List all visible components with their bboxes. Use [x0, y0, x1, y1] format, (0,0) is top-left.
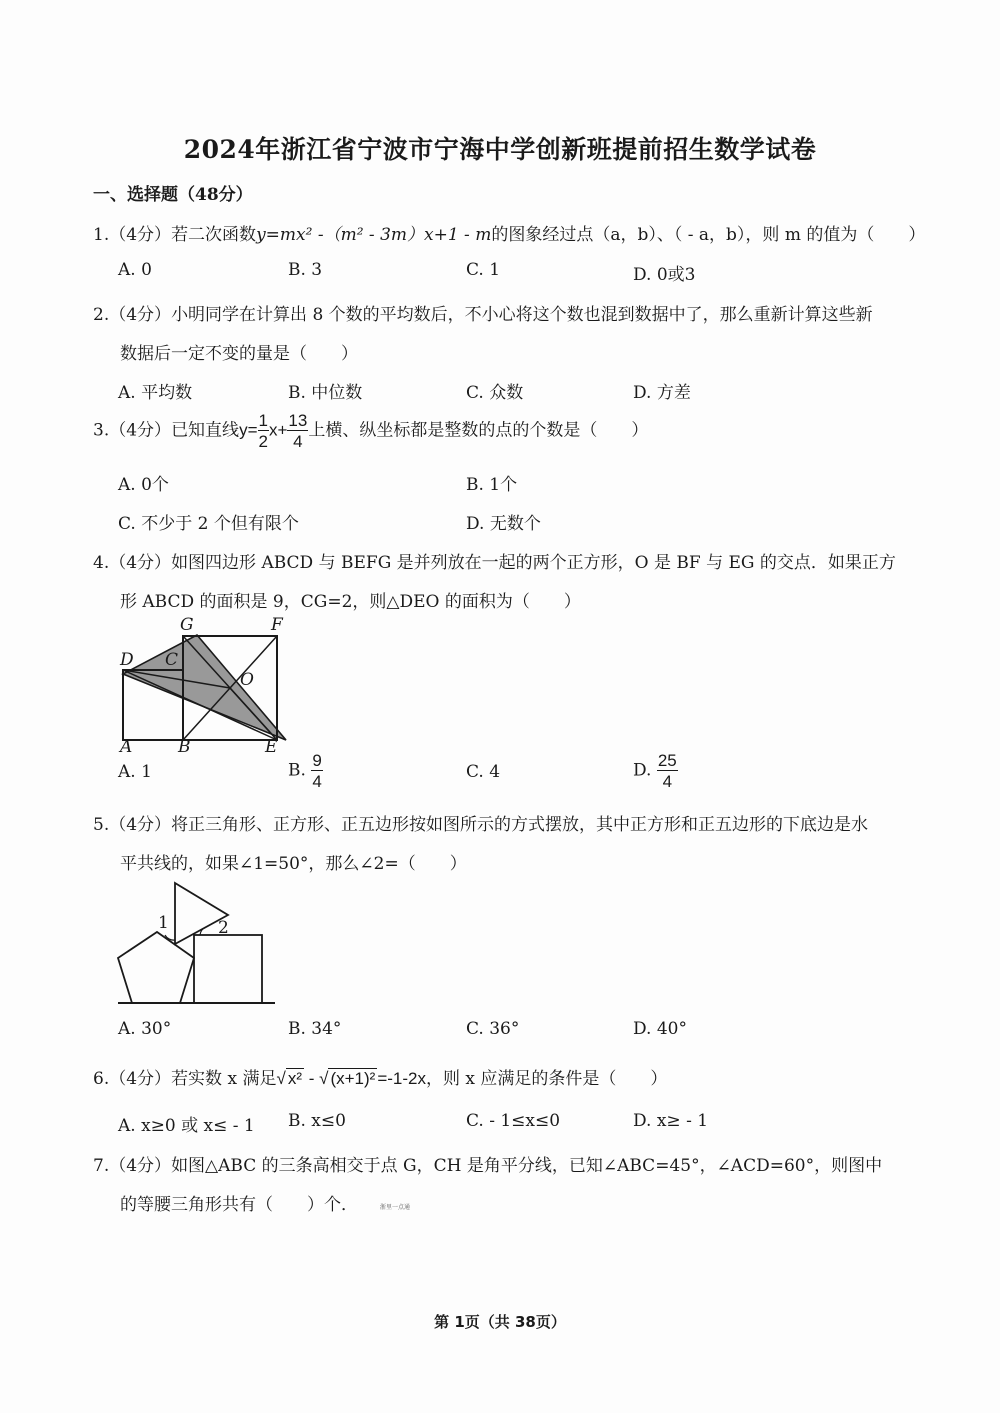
label-b: B [178, 737, 191, 752]
option-c[interactable]: C. 不少于 2 个但有限个 [118, 514, 299, 534]
sqrt-term: √ (x+1)² [319, 1069, 376, 1088]
question-4: 4.（4分）如图四边形 ABCD 与 BEFG 是并列放在一起的两个正方形，O 是 BF 与 EG 的交点．如果正方 [93, 553, 896, 573]
option-c[interactable]: C. 1 [466, 260, 501, 280]
sqrt-term: √ x² [276, 1069, 302, 1088]
question-6: 6.（4分）若实数 x 满足√ x² - √ (x+1)² =-1-2x，则 x 应满足的条件是（ ） [93, 1069, 668, 1089]
page-footer: 第 1页（共 38页） [434, 1313, 566, 1331]
option-a[interactable]: A. 0个 [118, 475, 169, 495]
option-b[interactable]: B. 34° [288, 1019, 342, 1039]
question-4-line2: 形 ABCD 的面积是 9，CG=2，则△DEO 的面积为（ ） [120, 592, 581, 612]
option-d[interactable]: D. 0或3 [633, 265, 696, 285]
question-7: 7.（4分）如图△ABC 的三条高相交于点 G，CH 是角平分线，已知∠ABC=45°，∠ACD=60°，则图中 [93, 1156, 883, 1176]
option-c[interactable]: C. 众数 [466, 383, 524, 403]
page-title: 2024年浙江省宁波市宁海中学创新班提前招生数学试卷 [183, 135, 817, 164]
option-b[interactable]: B. 1个 [466, 475, 518, 495]
square-figure [110, 612, 300, 752]
fraction: $\frac{1}{2}$ [258, 411, 268, 451]
question-3: 3.（4分）已知直线y= $\frac{1}{2}$ x+ $\frac{13}{4}$ 上横、纵坐标都是整数的点的个数是（ ） [93, 411, 649, 451]
fraction: $\frac{9}{4}$ [312, 751, 322, 791]
option-c[interactable]: C. 36° [466, 1019, 520, 1039]
option-c[interactable]: C. - 1≤x≤0 [466, 1111, 561, 1131]
question-5: 5.（4分）将正三角形、正方形、正五边形按如图所示的方式摆放，其中正方形和正五边形的下底边是水 [93, 815, 869, 835]
option-d[interactable]: D. x≥ - 1 [633, 1111, 709, 1131]
option-d[interactable]: D. 方差 [633, 383, 691, 403]
label-f: F [271, 615, 283, 635]
option-a[interactable]: A. 1 [118, 762, 152, 782]
question-5-line2: 平共线的，如果∠1=50°，那么∠2=（ ） [120, 854, 467, 874]
angle-1-label: 1 [158, 913, 169, 933]
label-a: A [120, 737, 133, 752]
shaded-triangle-deo [123, 635, 286, 740]
label-g: G [180, 615, 194, 635]
label-d: D [120, 650, 134, 670]
option-d[interactable]: D. $\frac{25}{4}$ [633, 751, 677, 791]
option-a[interactable]: A. x≥0 或 x≤ - 1 [118, 1116, 255, 1136]
option-d[interactable]: D. 40° [633, 1019, 687, 1039]
option-b[interactable]: B. 3 [288, 260, 323, 280]
label-e: E [265, 737, 278, 752]
label-c: C [165, 650, 179, 670]
section-heading: 一、选择题（48分） [93, 185, 253, 205]
watermark: 浙里一点通 [380, 1204, 411, 1211]
option-b[interactable]: B. $\frac{9}{4}$ [288, 751, 322, 791]
question-1: 1.（4分）若二次函数y=mx² -（m² - 3m）x+1 - m的图象经过点（a，b）、（ - a，b），则 m 的值为（ ） [93, 225, 926, 245]
option-a[interactable]: A. 0 [118, 260, 152, 280]
polygons-figure [110, 878, 280, 1008]
label-o: O [240, 670, 254, 690]
pentagon [118, 932, 194, 1003]
option-a[interactable]: A. 平均数 [118, 383, 193, 403]
square [194, 935, 262, 1003]
formula: y=mx² -（m² - 3m）x+1 - m [256, 225, 492, 245]
option-b[interactable]: B. x≤0 [288, 1111, 346, 1131]
angle-2-label: 2 [218, 918, 229, 938]
question-2: 2.（4分）小明同学在计算出 8 个数的平均数后，不小心将这个数也混到数据中了，那么重新计算这些新 [93, 305, 873, 325]
option-a[interactable]: A. 30° [118, 1019, 172, 1039]
fraction: $\frac{13}{4}$ [288, 411, 308, 451]
option-d[interactable]: D. 无数个 [466, 514, 541, 534]
fraction: $\frac{25}{4}$ [657, 751, 677, 791]
option-c[interactable]: C. 4 [466, 762, 501, 782]
option-b[interactable]: B. 中位数 [288, 383, 363, 403]
question-2-line2: 数据后一定不变的量是（ ） [120, 344, 358, 364]
question-7-line2: 的等腰三角形共有（ ）个． [120, 1195, 358, 1215]
